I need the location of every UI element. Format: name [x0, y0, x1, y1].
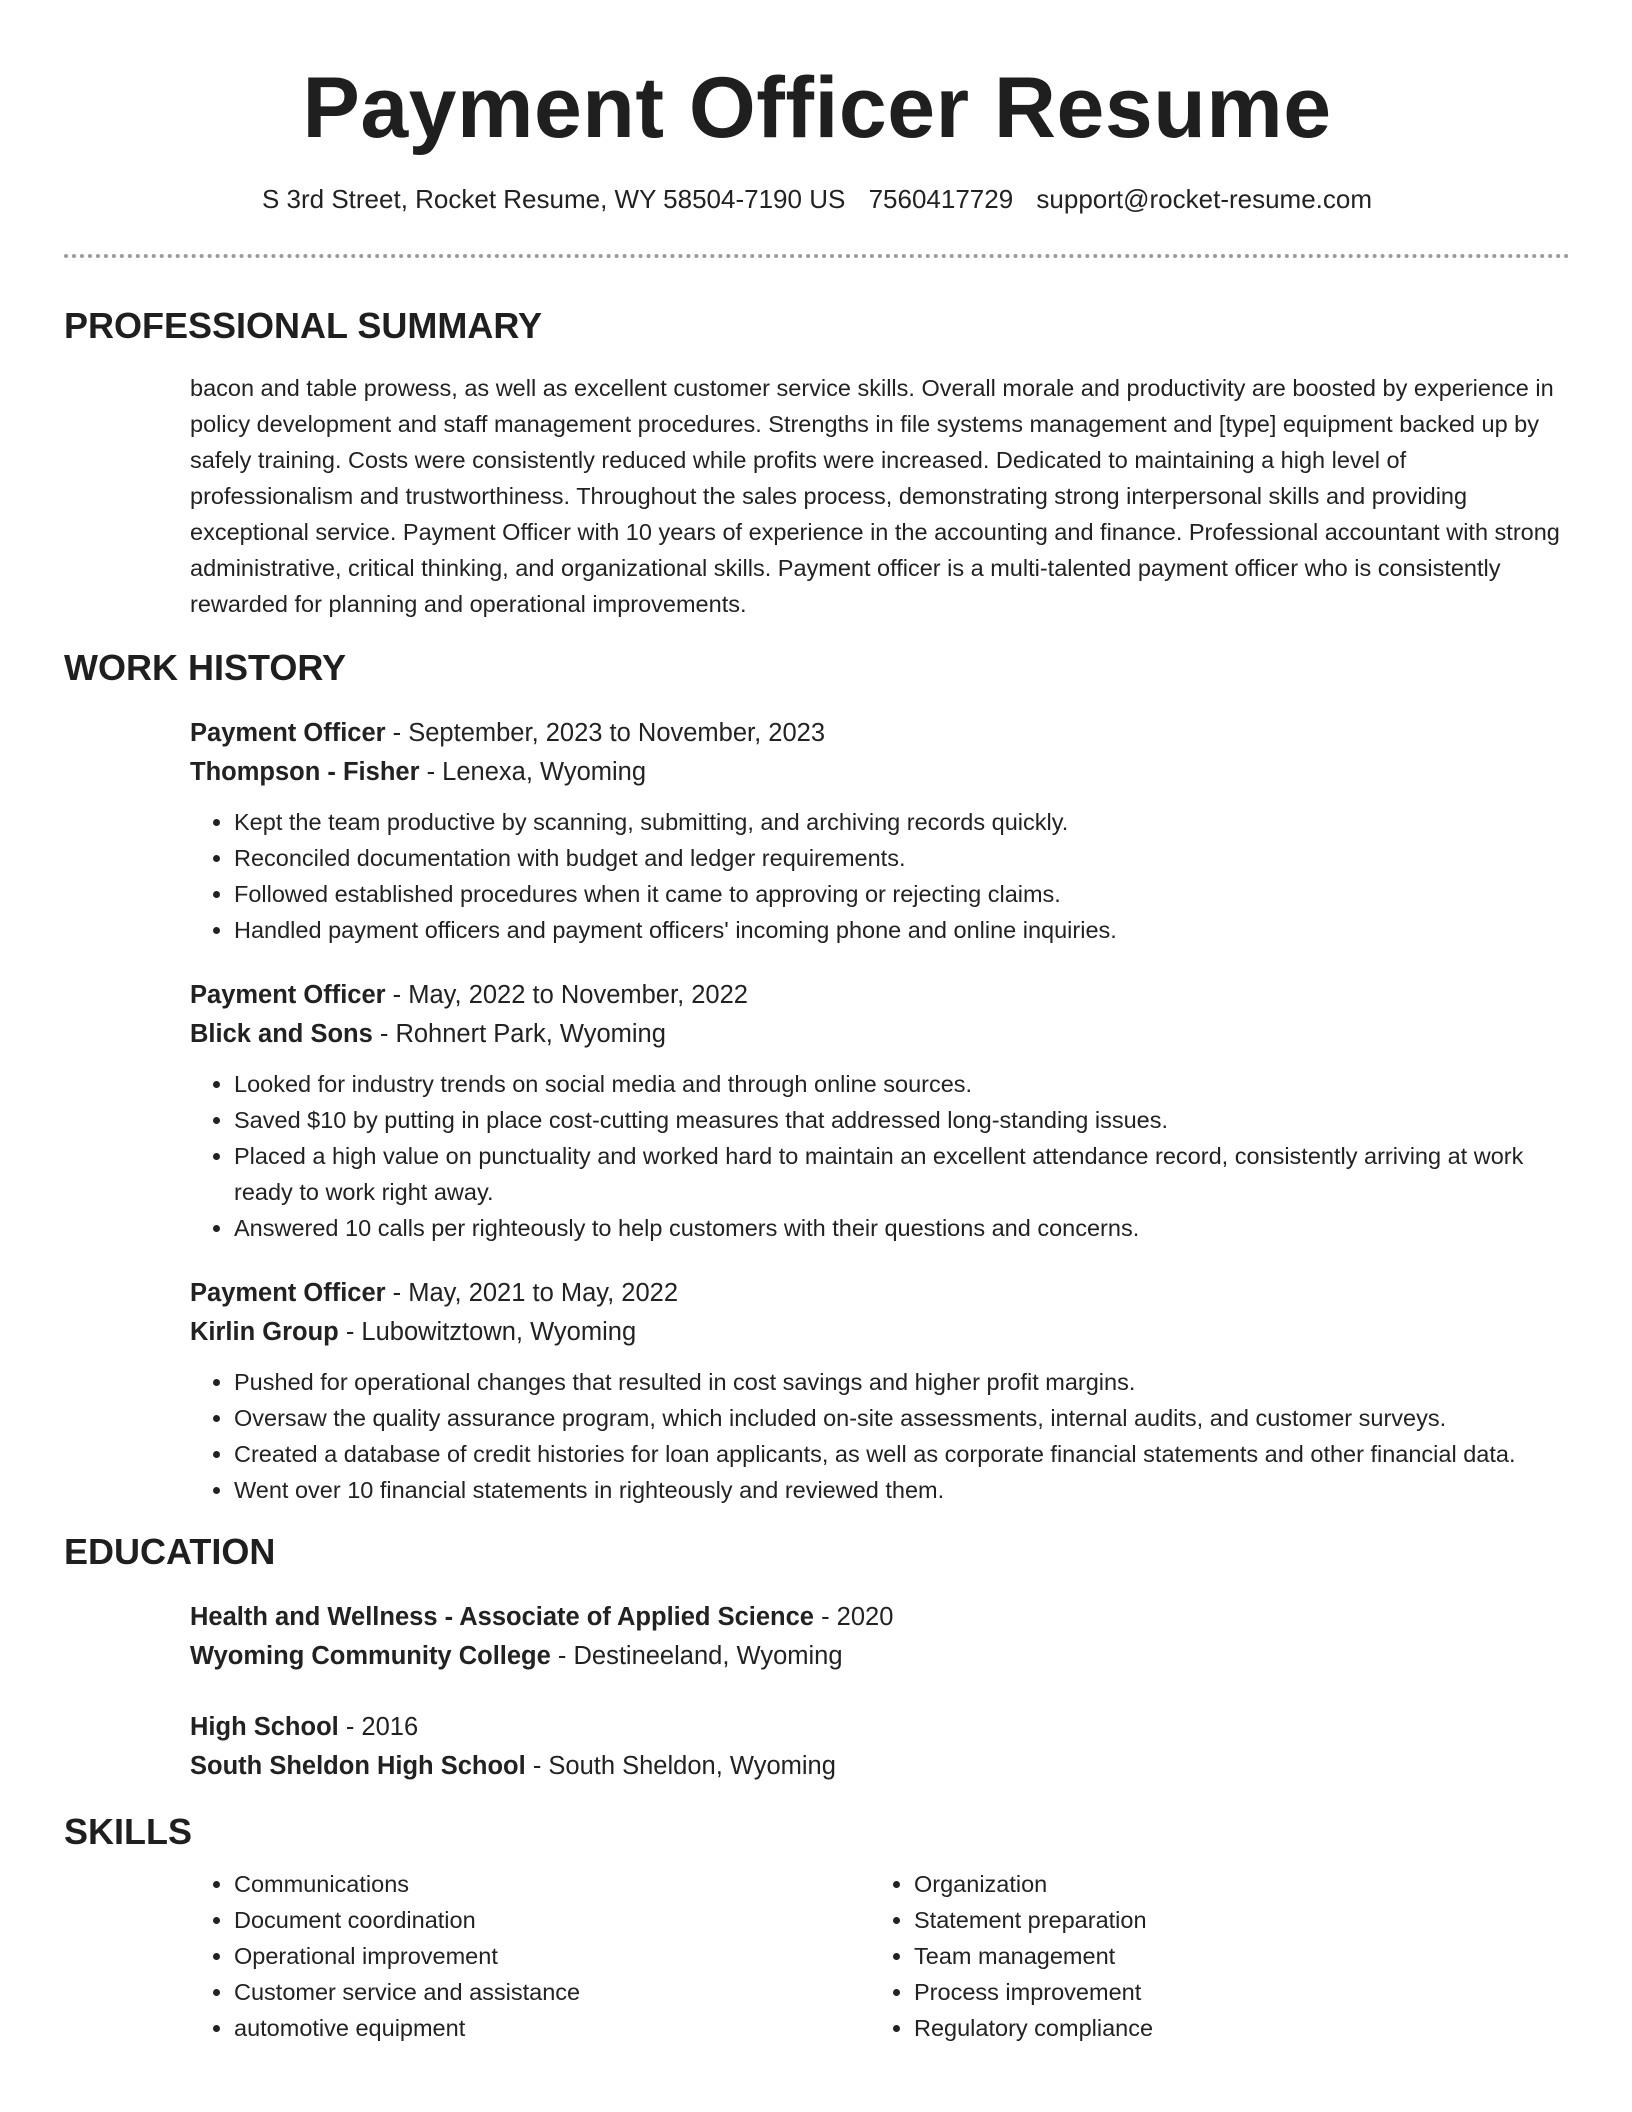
skill-item: • Regulatory compliance	[914, 2010, 1550, 2046]
job-entry	[190, 714, 1570, 948]
header-divider	[64, 254, 1570, 258]
education-location: - Destineeland, Wyoming	[550, 1642, 843, 1670]
job-company: Thompson - Fisher	[190, 758, 420, 786]
job-bullets	[190, 1364, 1574, 1508]
skill-item: • Statement preparation	[914, 1902, 1550, 1938]
education-list	[190, 1598, 1570, 1786]
contact-email: support@rocket-resume.com	[1036, 184, 1373, 214]
education-school: Wyoming Community College	[190, 1642, 551, 1670]
job-bullet: • Looked for industry trends on social media and through online sources.	[234, 1066, 1574, 1102]
job-bullet: • Created a database of credit histories for loan applicants, as well as corporate financial statements and other financial data.	[234, 1436, 1574, 1472]
job-role: Payment Officer	[190, 1279, 386, 1307]
job-location: - Lubowitztown, Wyoming	[338, 1318, 637, 1346]
summary-heading: PROFESSIONAL SUMMARY	[64, 305, 543, 346]
job-entry	[190, 1274, 1570, 1508]
job-bullet: • Placed a high value on punctuality and worked hard to maintain an excellent attendance record, consistently arriving at work ready to work right away.	[234, 1138, 1574, 1210]
work-history-heading: WORK HISTORY	[64, 647, 347, 688]
skill-item: • Operational improvement	[234, 1938, 870, 1974]
contact-phone: 7560417729	[868, 184, 1014, 214]
skill-item: • Organization	[914, 1866, 1550, 1902]
education-degree: Health and Wellness - Associate of Applied Science	[190, 1603, 814, 1631]
job-bullet: • Pushed for operational changes that resulted in cost savings and higher profit margins.	[234, 1364, 1574, 1400]
job-company: Blick and Sons	[190, 1020, 373, 1048]
job-role-line	[190, 714, 1570, 753]
job-bullet: • Oversaw the quality assurance program, which included on-site assessments, internal audits, and customer surveys.	[234, 1400, 1574, 1436]
resume-page	[64, 0, 1570, 2046]
job-location: - Lenexa, Wyoming	[419, 758, 647, 786]
contact-line	[64, 182, 1570, 216]
job-bullet: • Went over 10 financial statements in righteously and reviewed them.	[234, 1472, 1574, 1508]
education-degree: High School	[190, 1713, 339, 1741]
job-entry	[190, 976, 1570, 1246]
job-role: Payment Officer	[190, 719, 386, 747]
skill-item: • Team management	[914, 1938, 1550, 1974]
education-degree-line	[190, 1708, 1570, 1747]
education-degree-line	[190, 1598, 1570, 1637]
work-history-list	[190, 714, 1570, 1508]
education-heading: EDUCATION	[64, 1531, 276, 1572]
job-bullet: • Followed established procedures when it came to approving or rejecting claims.	[234, 876, 1574, 912]
education-location: - South Sheldon, Wyoming	[525, 1752, 836, 1780]
skill-item: • Customer service and assistance	[234, 1974, 870, 2010]
skill-item: • Process improvement	[914, 1974, 1550, 2010]
job-location: - Rohnert Park, Wyoming	[372, 1020, 666, 1048]
education-entry	[190, 1598, 1570, 1676]
job-company: Kirlin Group	[190, 1318, 339, 1346]
education-school-line	[190, 1747, 1570, 1786]
job-company-line	[190, 753, 1570, 792]
job-role: Payment Officer	[190, 981, 386, 1009]
job-role-line	[190, 1274, 1570, 1313]
education-school: South Sheldon High School	[190, 1752, 526, 1780]
skills-column-left	[190, 1866, 870, 2046]
skill-item: • automotive equipment	[234, 2010, 870, 2046]
skills-heading: SKILLS	[64, 1811, 193, 1852]
job-bullet: • Answered 10 calls per righteously to help customers with their questions and concerns.	[234, 1210, 1574, 1246]
job-company-line	[190, 1015, 1570, 1054]
job-dates: - May, 2021 to May, 2022	[385, 1279, 679, 1307]
job-bullet: • Kept the team productive by scanning, submitting, and archiving records quickly.	[234, 804, 1574, 840]
job-role-line	[190, 976, 1570, 1015]
job-bullet: • Handled payment officers and payment officers' incoming phone and online inquiries.	[234, 912, 1574, 948]
skills-grid	[190, 1866, 1570, 2046]
education-year: - 2016	[338, 1713, 419, 1741]
skills-column-right	[870, 1866, 1550, 2046]
education-entry	[190, 1708, 1570, 1786]
job-bullets	[190, 1066, 1574, 1246]
job-company-line	[190, 1313, 1570, 1352]
education-year: - 2020	[813, 1603, 894, 1631]
job-dates: - May, 2022 to November, 2022	[385, 981, 748, 1009]
education-school-line	[190, 1637, 1570, 1676]
skill-item: • Document coordination	[234, 1902, 870, 1938]
job-dates: - September, 2023 to November, 2023	[385, 719, 826, 747]
skill-item: • Communications	[234, 1866, 870, 1902]
resume-title: Payment Officer Resume	[302, 60, 1332, 156]
job-bullet: • Saved $10 by putting in place cost-cutting measures that addressed long-standing issues.	[234, 1102, 1574, 1138]
job-bullets	[190, 804, 1574, 948]
contact-address: S 3rd Street, Rocket Resume, WY 58504-7190 US	[261, 184, 846, 214]
summary-text: bacon and table prowess, as well as excellent customer service skills. Overall morale and productivity are boosted by experience in policy development and staff management procedures. Strengths in file systems management and [type] equipment backed up by safely training. Costs were consistently reduced while profits were increased. Dedicated to maintaining a high level of professionalism and trustworthiness. Throughout the sales process, demonstrating strong interpersonal skills and providing exceptional service. Payment Officer with 10 years of experience in the accounting and finance. Professional accountant with strong administrative, critical thinking, and organizational skills. Payment officer is a multi-talented payment officer who is consistently rewarded for planning and operational improvements.	[190, 375, 1560, 617]
job-bullet: • Reconciled documentation with budget and ledger requirements.	[234, 840, 1574, 876]
